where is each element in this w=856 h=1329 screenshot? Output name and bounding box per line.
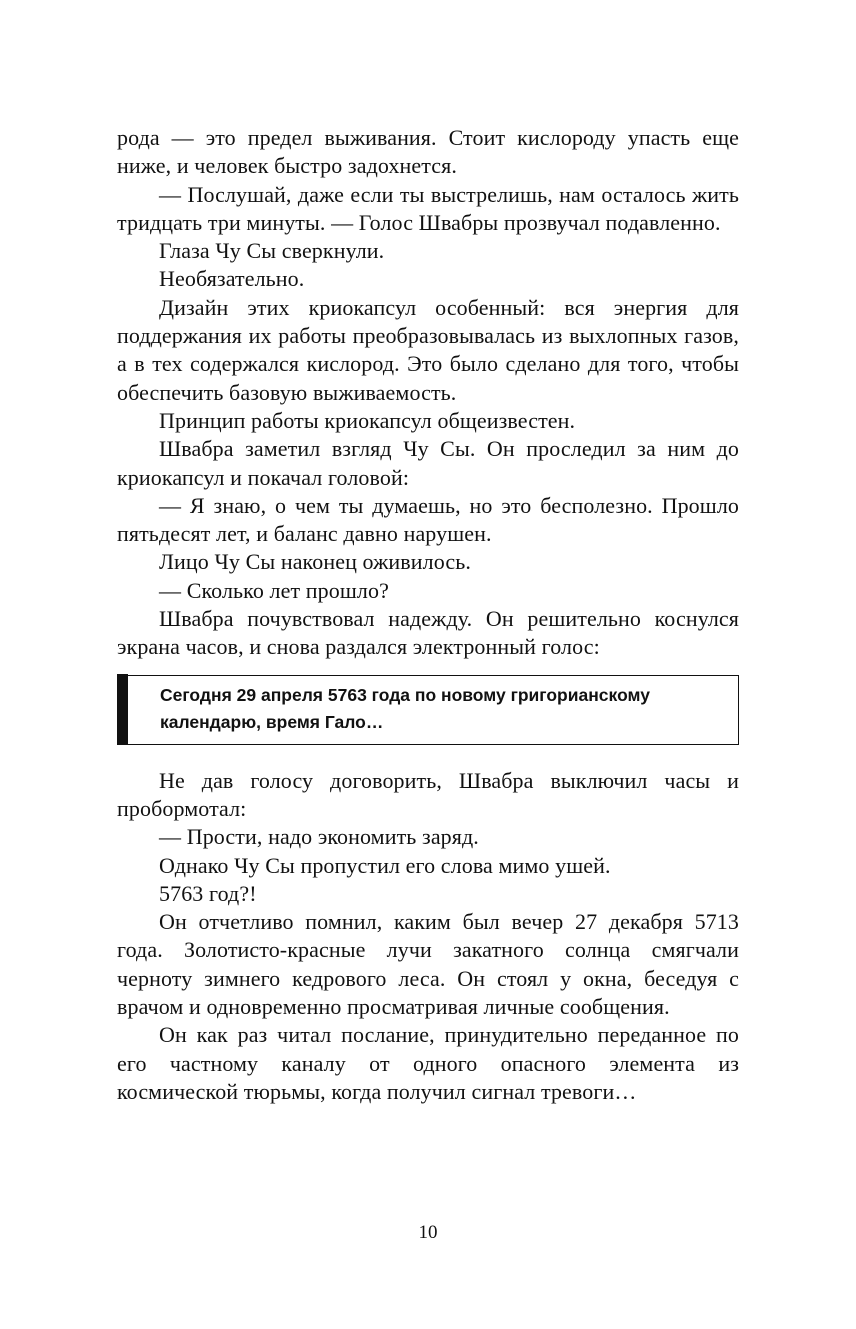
paragraph: рода — это предел выживания. Стоит кислороду упасть еще ниже, и человек быстро задохнется. <box>117 125 739 179</box>
paragraph: Принцип работы криокапсул общеизвестен. <box>159 407 576 433</box>
paragraph: — Я знаю, о чем ты думаешь, но это бесполезно. Прошло пятьдесят лет, и баланс давно нарушен. <box>117 492 739 547</box>
paragraph: Глаза Чу Сы сверкнули. <box>159 238 385 264</box>
callout-box <box>117 675 739 745</box>
paragraph: 5763 год?! <box>159 880 257 906</box>
callout-bar <box>117 674 128 745</box>
paragraph: Необязательно. <box>159 266 305 292</box>
paragraph: Дизайн этих криокапсул особенный: вся энергия для поддержания их работы преобразовывалась из выхлопных газов, а в тех содержался кислород. Это было сделано для того, чтобы обеспечить базовую выживаемость. <box>117 294 739 405</box>
paragraph: Не дав голосу договорить, Швабра выключил часы и пробормотал: <box>117 767 739 821</box>
paragraph: Швабра почувствовал надежду. Он решительно коснулся экрана часов, и снова раздался электронный голос: <box>117 606 739 660</box>
paragraph: Однако Чу Сы пропустил его слова мимо ушей. <box>159 852 611 878</box>
paragraph: Лицо Чу Сы наконец оживилось. <box>159 549 471 575</box>
paragraph: Он как раз читал послание, принудительно переданное по его частному каналу от одного опасного элемента из космической тюрьмы, когда получил сигнал тревоги… <box>117 1022 739 1104</box>
paragraph: — Прости, надо экономить заряд. <box>159 824 479 850</box>
paragraph: — Послушай, даже если ты выстрелишь, нам осталось жить тридцать три минуты. — Голос Швабры прозвучал подавленно. <box>117 181 739 235</box>
page-number: 10 <box>418 1222 438 1243</box>
paragraph: Он отчетливо помнил, каким был вечер 27 декабря 5713 года. Золотисто-красные лучи закатного солнца смягчали черноту зимнего кедрового леса. Он стоял у окна, беседуя с врачом и одновременно просматривая личные сообщения. <box>117 909 739 1020</box>
paragraph: Швабра заметил взгляд Чу Сы. Он проследил за ним до криокапсул и покачал головой: <box>117 436 739 490</box>
paragraph: — Сколько лет прошло? <box>159 577 389 603</box>
callout-text: Сегодня 29 апреля 5763 года по новому григорианскому календарю, время Гало… <box>160 684 650 733</box>
page-body <box>117 124 739 1106</box>
